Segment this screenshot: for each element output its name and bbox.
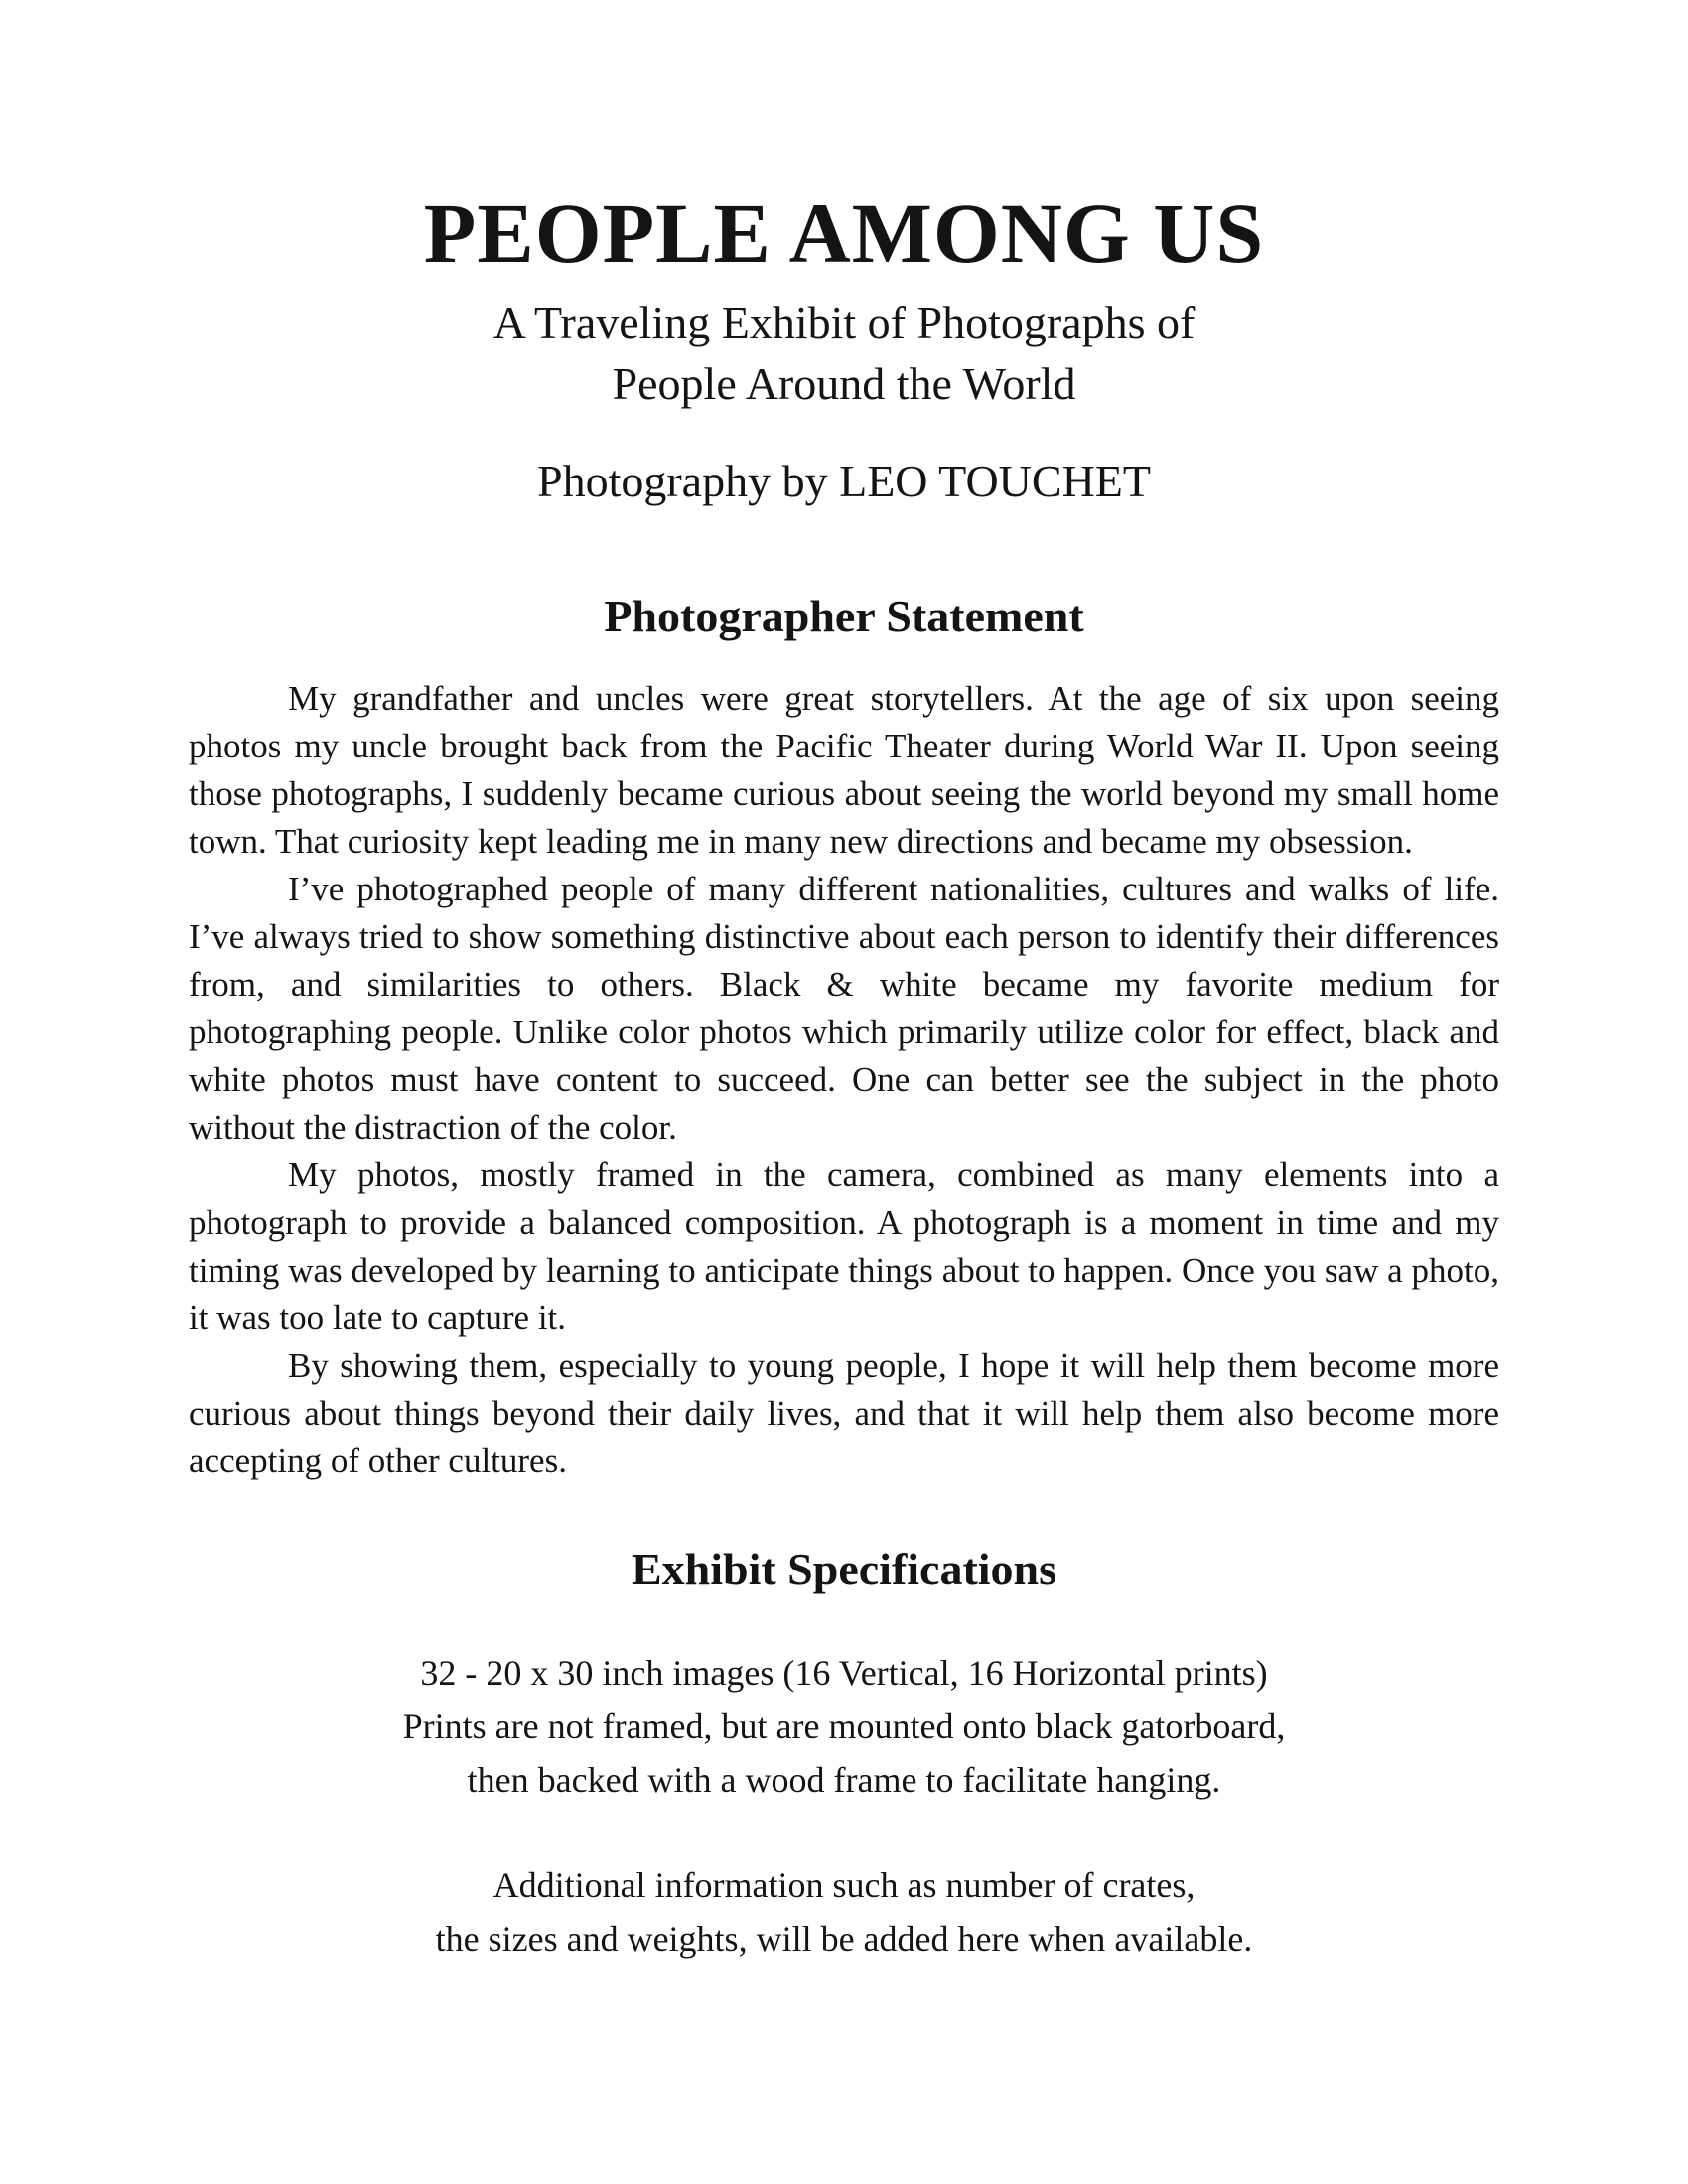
spec-additional-info [0, 1858, 1688, 1966]
statement-paragraph-1: My grandfather and uncles were great storytellers. At the age of six upon seeing photos my uncle brought back from the Pacific Theater during World War II. Upon seeing those photographs, I suddenly became curious about seeing the world beyond my small home town. That curiosity kept leading me in many new directions and became my obsession. [189, 679, 1499, 861]
statement-paragraph-3: My photos, mostly framed in the camera, combined as many elements into a photograph to provide a balanced composition. A photograph is a moment in time and my timing was developed by learning to anticipate things about to happen. Once you saw a photo, it was too late to capture it. [189, 1156, 1499, 1337]
subtitle-line-2: People Around the World [612, 358, 1076, 409]
statement-paragraph-2: I’ve photographed people of many different nationalities, cultures and walks of life. I’ve always tried to show something distinctive about each person to identify their differences from, and similarities to others. Black & white became my favorite medium for photographing people. Unlike color photos which primarily utilize color for effect, black and white photos must have content to succeed. One can better see the subject in the photo without the distraction of the color. [189, 870, 1499, 1147]
additional-info-line-1: Additional information such as number of crates, [492, 1865, 1196, 1905]
photographer-statement-body [189, 675, 1499, 1485]
statement-paragraph-4: By showing them, especially to young people, I hope it will help them become more curious about things beyond their daily lives, and that it will help them also become more accepting of other cultures. [189, 1346, 1499, 1480]
document-title: PEOPLE AMONG US [423, 186, 1265, 281]
spec-print-details [0, 1646, 1688, 1807]
byline: Photography by LEO TOUCHET [537, 456, 1151, 506]
exhibit-specifications-heading: Exhibit Specifications [631, 1544, 1057, 1594]
spec-line-2: Prints are not framed, but are mounted onto black gatorboard, [402, 1706, 1286, 1746]
photographer-statement-section [0, 586, 1688, 647]
spec-line-3: then backed with a wood frame to facilitate hanging. [467, 1760, 1221, 1800]
photographer-statement-heading: Photographer Statement [604, 591, 1084, 641]
additional-info-line-2: the sizes and weights, will be added here when available. [435, 1919, 1253, 1959]
document-subtitle [0, 292, 1688, 415]
spec-line-1: 32 - 20 x 30 inch images (16 Vertical, 16 Horizontal prints) [420, 1653, 1268, 1693]
subtitle-line-1: A Traveling Exhibit of Photographs of [492, 297, 1196, 347]
exhibit-specifications-section [0, 1539, 1688, 1600]
